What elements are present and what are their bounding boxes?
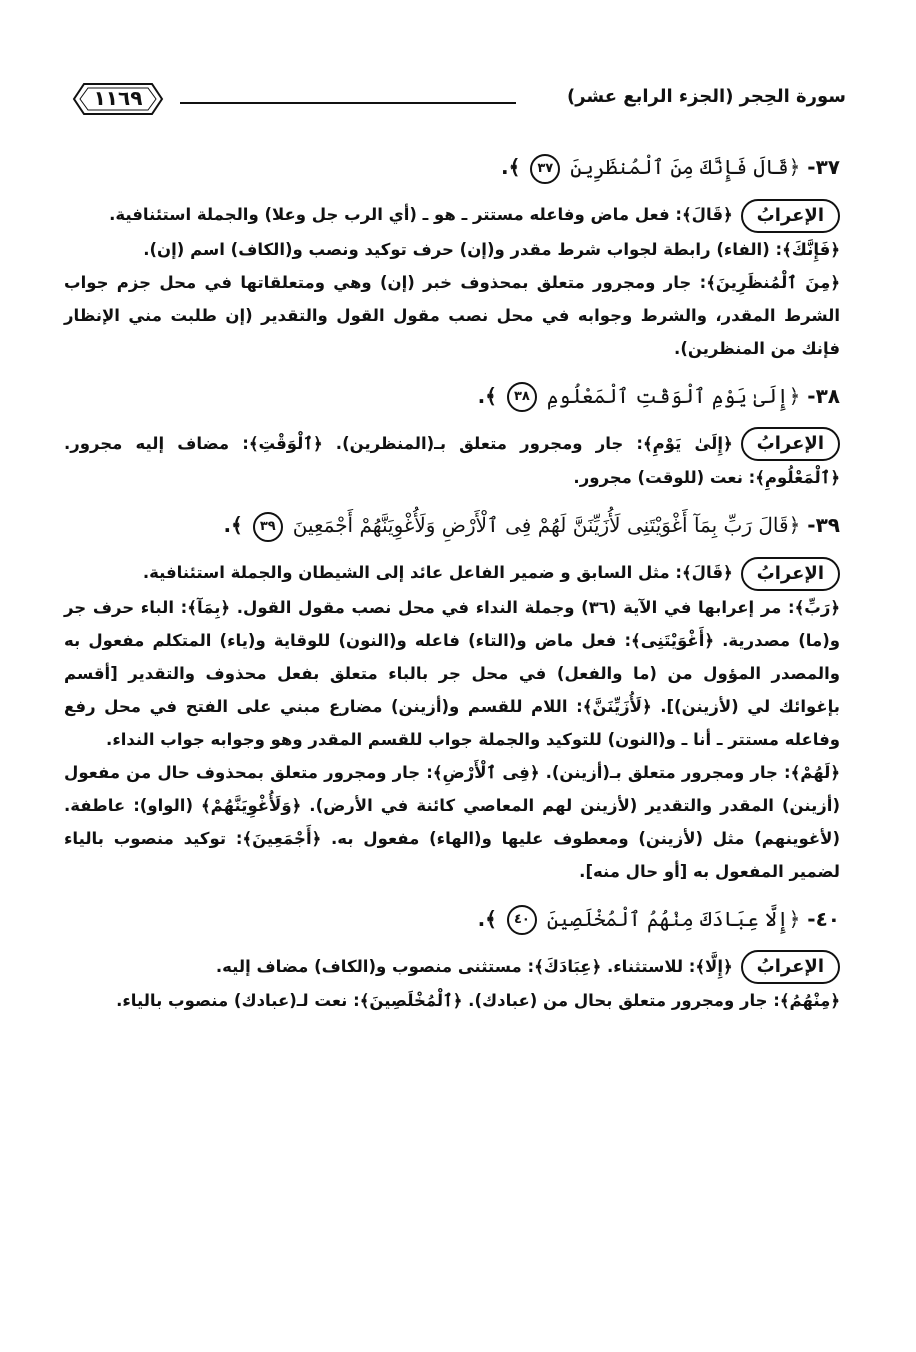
ayah-marker: ٣٨ — [507, 382, 537, 412]
verse-39 — [64, 506, 840, 544]
verse-end: ﴾. — [501, 155, 521, 179]
irab-block-37 — [64, 198, 840, 365]
verse-text: ﴿قَالَ رَبِّ بِمَآ أَغْوَيْتَنِى لَأُزَيِّنَنَّ لَهُمْ فِى ٱلْأَرْضِ وَلَأُغْوِيَنَّهُمْ أَجْمَعِينَ — [292, 513, 801, 537]
verse-text: ﴿إِلَىٰ يَوْمِ ٱلْوَقْتِ ٱلْمَعْلُومِ — [546, 383, 801, 408]
irab-line — [64, 198, 840, 233]
verse-number: ٣٧- — [807, 155, 840, 179]
verse-37 — [64, 148, 840, 186]
irab-block-40 — [64, 950, 840, 1018]
irab-block-39 — [64, 556, 840, 888]
irab-badge: الإعرابُ — [741, 427, 840, 461]
irab-badge: الإعرابُ — [741, 199, 840, 233]
irab-badge: الإعرابُ — [741, 950, 840, 984]
page-number-frame — [70, 78, 166, 120]
verse-number: ٣٩- — [807, 513, 840, 537]
irab-line: ﴿لَهُمْ﴾: جار ومجرور متعلق بـ(أزينن). ﴿فِى ٱلْأَرْضِ﴾: جار ومجرور متعلق بمحذوف حال من مفعول (أزينن) المقدر والتقدير (لأزينن لهم المعاصي كائنة في الأرض). ﴿وَلَأُغْوِيَنَّهُمْ﴾ (الواو): عاطفة. (لأغوينهم) مثل (لأزينن) ومعطوف عليها و(الهاء) مفعول به. ﴿أَجْمَعِينَ﴾: توكيد منصوب بالياء لضمير المفعول به [أو حال منه]. — [64, 762, 840, 881]
ayah-marker: ٣٧ — [530, 154, 560, 184]
verse-end: ﴾. — [223, 513, 243, 537]
verse-end: ﴾. — [477, 906, 497, 931]
ayah-marker: ٣٩ — [253, 512, 283, 542]
irab-text: ﴿إِلَىٰ يَوْمِ﴾: جار ومجرور متعلق بـ(المنظرين). ﴿ٱلْوَقْتِ﴾: مضاف إليه مجرور. ﴿ٱلْمَعْلُومِ﴾: نعت (للوقت) مجرور. — [64, 433, 840, 487]
page-content — [64, 140, 840, 1029]
irab-line — [64, 556, 840, 591]
page-number: ١١٦٩ — [93, 86, 143, 110]
irab-badge: الإعرابُ — [741, 557, 840, 591]
ayah-marker: ٤٠ — [507, 905, 537, 935]
irab-text: ﴿قَالَ﴾: فعل ماض وفاعله مستتر ـ هو ـ (أي الرب جل وعلا) والجملة استئنافية. — [109, 205, 733, 224]
header-title: سورة الحِجر (الجزء الرابع عشر) — [566, 86, 846, 107]
verse-end: ﴾. — [477, 383, 497, 408]
header-rule — [180, 102, 516, 104]
irab-line: ﴿رَبِّ﴾: مر إعرابها في الآية (٣٦) وجملة النداء في محل نصب مقول القول. ﴿بِمَآ﴾: الباء حرف جر و(ما) مصدرية. ﴿أَغْوَيْتَنِى﴾: فعل ماض و(التاء) فاعله و(النون) للوقاية و(ياء) المتكلم مفعول به والمصدر المؤول من (ما والفعل) في محل جر بالباء متعلق بفعل محذوف والتقدير [أقسم بإغوائك لي (لأزينن)]. ﴿لَأُزَيِّنَنَّ﴾: اللام للقسم و(أزينن) مضارع مبني على الفتح في محل رفع وفاعله مستتر ـ أنا ـ و(النون) للتوكيد والجملة جواب للقسم المقدر وهو وجوابه جواب النداء. — [64, 597, 841, 749]
irab-line: ﴿فَإِنَّكَ﴾: (الفاء) رابطة لجواب شرط مقدر و(إن) حرف توكيد ونصب و(الكاف) اسم (إن). — [143, 239, 840, 259]
irab-line — [64, 950, 840, 985]
irab-line: ﴿مِنْهُمُ﴾: جار ومجرور متعلق بحال من (عبادك). ﴿ٱلْمُخْلَصِينَ﴾: نعت لـ(عبادك) منصوب بالياء. — [116, 991, 840, 1010]
irab-block-38 — [64, 427, 840, 495]
page-header — [70, 78, 846, 124]
verse-text: ﴿إِلَّا عِبَادَكَ مِنْهُمُ ٱلْمُخْلَصِينَ — [546, 906, 801, 931]
verse-number: ٤٠- — [807, 906, 840, 931]
verse-number: ٣٨- — [807, 383, 840, 408]
irab-line — [64, 427, 840, 495]
irab-text: ﴿إِلَّا﴾: للاستثناء. ﴿عِبَادَكَ﴾: مستثنى منصوب و(الكاف) مضاف إليه. — [215, 956, 733, 976]
verse-38 — [64, 377, 840, 415]
verse-text: ﴿قَالَ فَإِنَّكَ مِنَ ٱلْمُنظَرِينَ — [570, 155, 801, 179]
verse-40 — [64, 900, 840, 938]
irab-line: ﴿مِنَ ٱلْمُنظَرِينَ﴾: جار ومجرور متعلق بمحذوف خبر (إن) وهي ومتعلقاتها في محل جزم جواب الشرط المقدر، والشرط وجوابه في محل نصب مقول القول والتقدير (إن طلبت مني الإنظار فإنك من المنظرين). — [64, 272, 840, 358]
irab-text: ﴿قَالَ﴾: مثل السابق و ضمير الفاعل عائد إلى الشيطان والجملة استئنافية. — [142, 563, 733, 582]
